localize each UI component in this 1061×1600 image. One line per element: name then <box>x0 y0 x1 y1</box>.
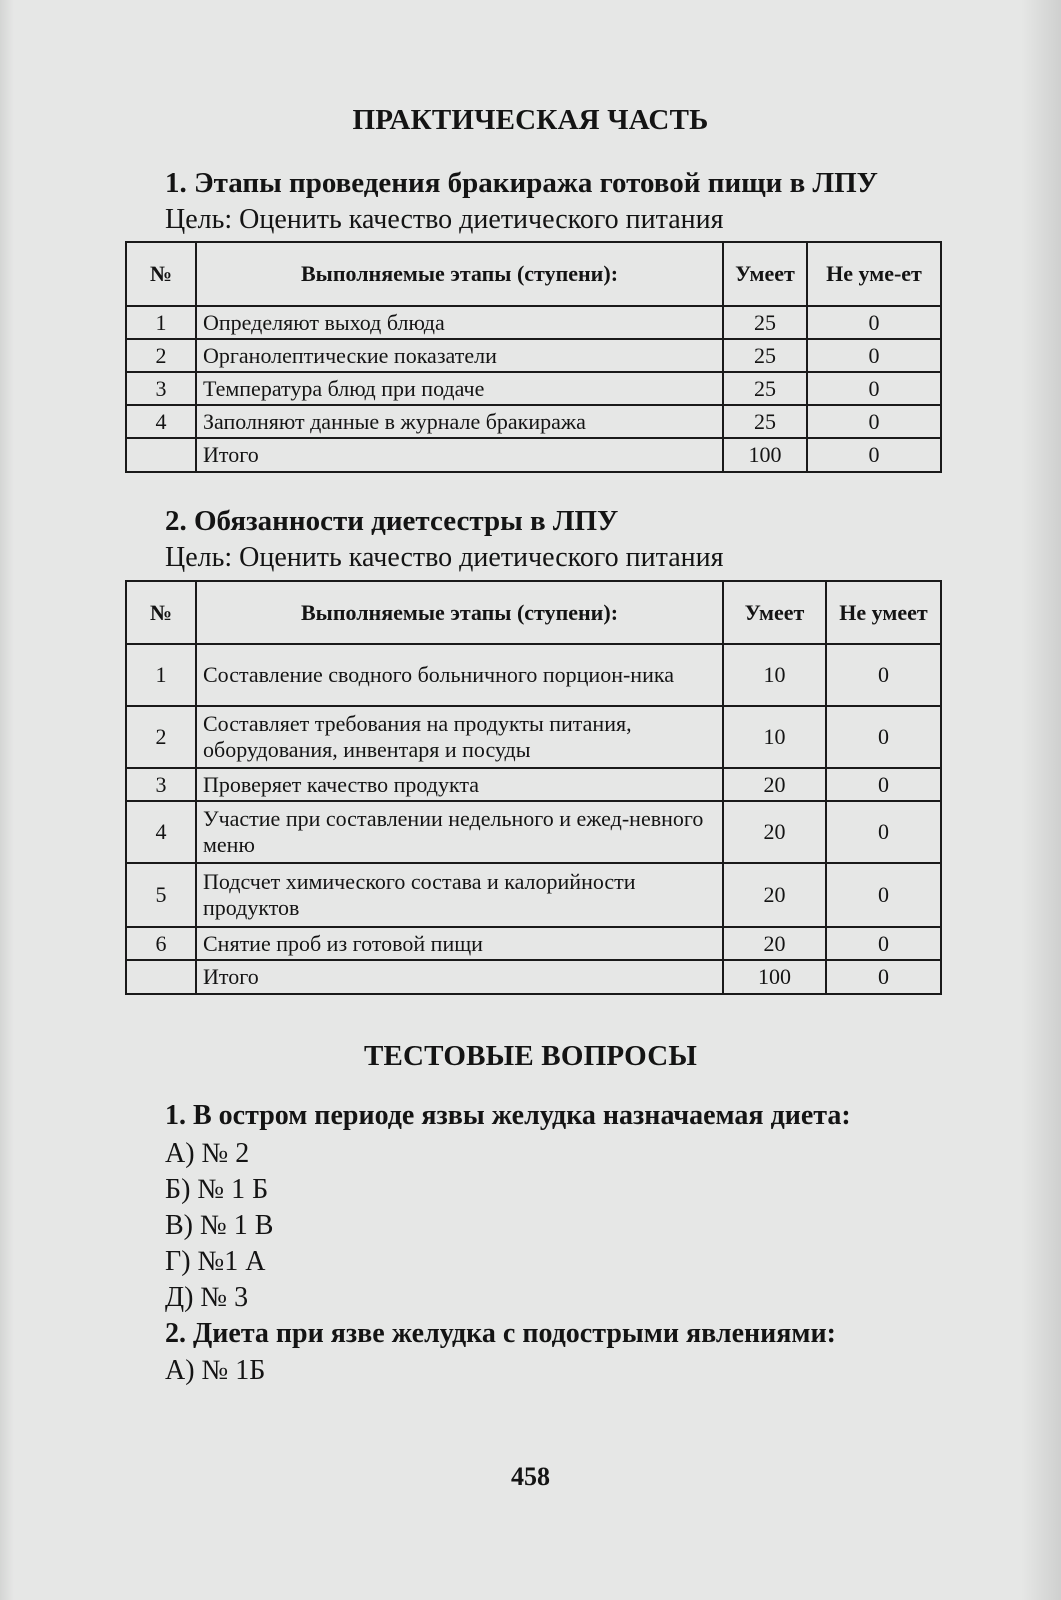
row-can: 20 <box>723 927 826 960</box>
row-cannot: 0 <box>807 339 941 372</box>
table-row <box>126 863 941 927</box>
row-can: 25 <box>723 405 807 438</box>
row-cannot: 0 <box>807 372 941 405</box>
task2-goal: Цель: Оценить качество диетического питания <box>165 542 724 573</box>
column-header-stages: Выполняемые этапы (ступени): <box>196 242 723 306</box>
task1-table <box>125 241 942 473</box>
page-edge-shadow-right <box>1021 0 1061 1600</box>
row-can: 25 <box>723 306 807 339</box>
tests-title: ТЕСТОВЫЕ ВОПРОСЫ <box>363 1040 698 1072</box>
row-number: 1 <box>126 306 196 339</box>
row-cannot: 0 <box>807 306 941 339</box>
task2-table <box>125 580 942 995</box>
task1-table-header-row <box>126 242 941 306</box>
table-row <box>126 706 941 768</box>
table-row <box>126 927 941 960</box>
row-can: 25 <box>723 372 807 405</box>
column-header-cannot: Не умеет <box>826 581 941 644</box>
table-row <box>126 339 941 372</box>
task2-table-header-row <box>126 581 941 644</box>
row-number: 2 <box>126 706 196 768</box>
row-stage: Снятие проб из готовой пищи <box>196 927 723 960</box>
question-2: 2. Диета при язве желудка с подострыми явлениями: <box>165 1318 836 1349</box>
row-stage: Температура блюд при подаче <box>196 372 723 405</box>
section-title: ПРАКТИЧЕСКАЯ ЧАСТЬ <box>352 104 709 136</box>
row-can: 20 <box>723 863 826 927</box>
table-row <box>126 306 941 339</box>
row-number: 4 <box>126 405 196 438</box>
row-stage: Органолептические показатели <box>196 339 723 372</box>
answer-option: Д) № 3 <box>165 1282 249 1313</box>
total-cannot: 0 <box>807 438 941 472</box>
table-total-row <box>126 960 941 994</box>
total-label: Итого <box>196 438 723 472</box>
row-cannot: 0 <box>826 927 941 960</box>
row-stage: Определяют выход блюда <box>196 306 723 339</box>
column-header-stages: Выполняемые этапы (ступени): <box>196 581 723 644</box>
column-header-number: № <box>126 242 196 306</box>
answer-option: А) № 1Б <box>165 1355 266 1386</box>
column-header-cannot: Не уме-ет <box>807 242 941 306</box>
row-stage: Проверяет качество продукта <box>196 768 723 801</box>
row-number: 6 <box>126 927 196 960</box>
answer-option: А) № 2 <box>165 1138 250 1169</box>
table-row <box>126 644 941 706</box>
total-number <box>126 960 196 994</box>
question-1: 1. В остром периоде язвы желудка назначаемая диета: <box>165 1100 851 1131</box>
row-number: 4 <box>126 801 196 863</box>
task1-goal: Цель: Оценить качество диетического питания <box>165 204 724 235</box>
row-cannot: 0 <box>807 405 941 438</box>
column-header-can: Умеет <box>723 581 826 644</box>
task2-heading: 2. Обязанности диетсестры в ЛПУ <box>165 505 619 537</box>
total-cannot: 0 <box>826 960 941 994</box>
row-number: 5 <box>126 863 196 927</box>
table-row <box>126 405 941 438</box>
row-cannot: 0 <box>826 768 941 801</box>
total-can: 100 <box>723 438 807 472</box>
table-total-row <box>126 438 941 472</box>
row-cannot: 0 <box>826 706 941 768</box>
row-can: 20 <box>723 801 826 863</box>
row-number: 1 <box>126 644 196 706</box>
column-header-can: Умеет <box>723 242 807 306</box>
row-stage: Подсчет химического состава и калорийности продуктов <box>196 863 723 927</box>
answer-option: Б) № 1 Б <box>165 1174 269 1205</box>
row-can: 20 <box>723 768 826 801</box>
total-label: Итого <box>196 960 723 994</box>
table-row <box>126 801 941 863</box>
row-number: 3 <box>126 768 196 801</box>
row-can: 10 <box>723 706 826 768</box>
page-edge-shadow-left <box>0 0 14 1600</box>
total-number <box>126 438 196 472</box>
row-stage: Участие при составлении недельного и ежед-невного меню <box>196 801 723 863</box>
page-number: 458 <box>511 1462 550 1491</box>
row-cannot: 0 <box>826 801 941 863</box>
row-number: 2 <box>126 339 196 372</box>
answer-option: В) № 1 В <box>165 1210 274 1241</box>
table-row <box>126 768 941 801</box>
row-can: 10 <box>723 644 826 706</box>
total-can: 100 <box>723 960 826 994</box>
row-number: 3 <box>126 372 196 405</box>
column-header-number: № <box>126 581 196 644</box>
row-can: 25 <box>723 339 807 372</box>
row-cannot: 0 <box>826 863 941 927</box>
row-stage: Составление сводного больничного порцион-ника <box>196 644 723 706</box>
task1-heading: 1. Этапы проведения бракиража готовой пищи в ЛПУ <box>165 167 878 199</box>
row-stage: Заполняют данные в журнале бракиража <box>196 405 723 438</box>
answer-option: Г) №1 А <box>165 1246 266 1277</box>
table-row <box>126 372 941 405</box>
row-stage: Составляет требования на продукты питания, оборудования, инвентаря и посуды <box>196 706 723 768</box>
row-cannot: 0 <box>826 644 941 706</box>
